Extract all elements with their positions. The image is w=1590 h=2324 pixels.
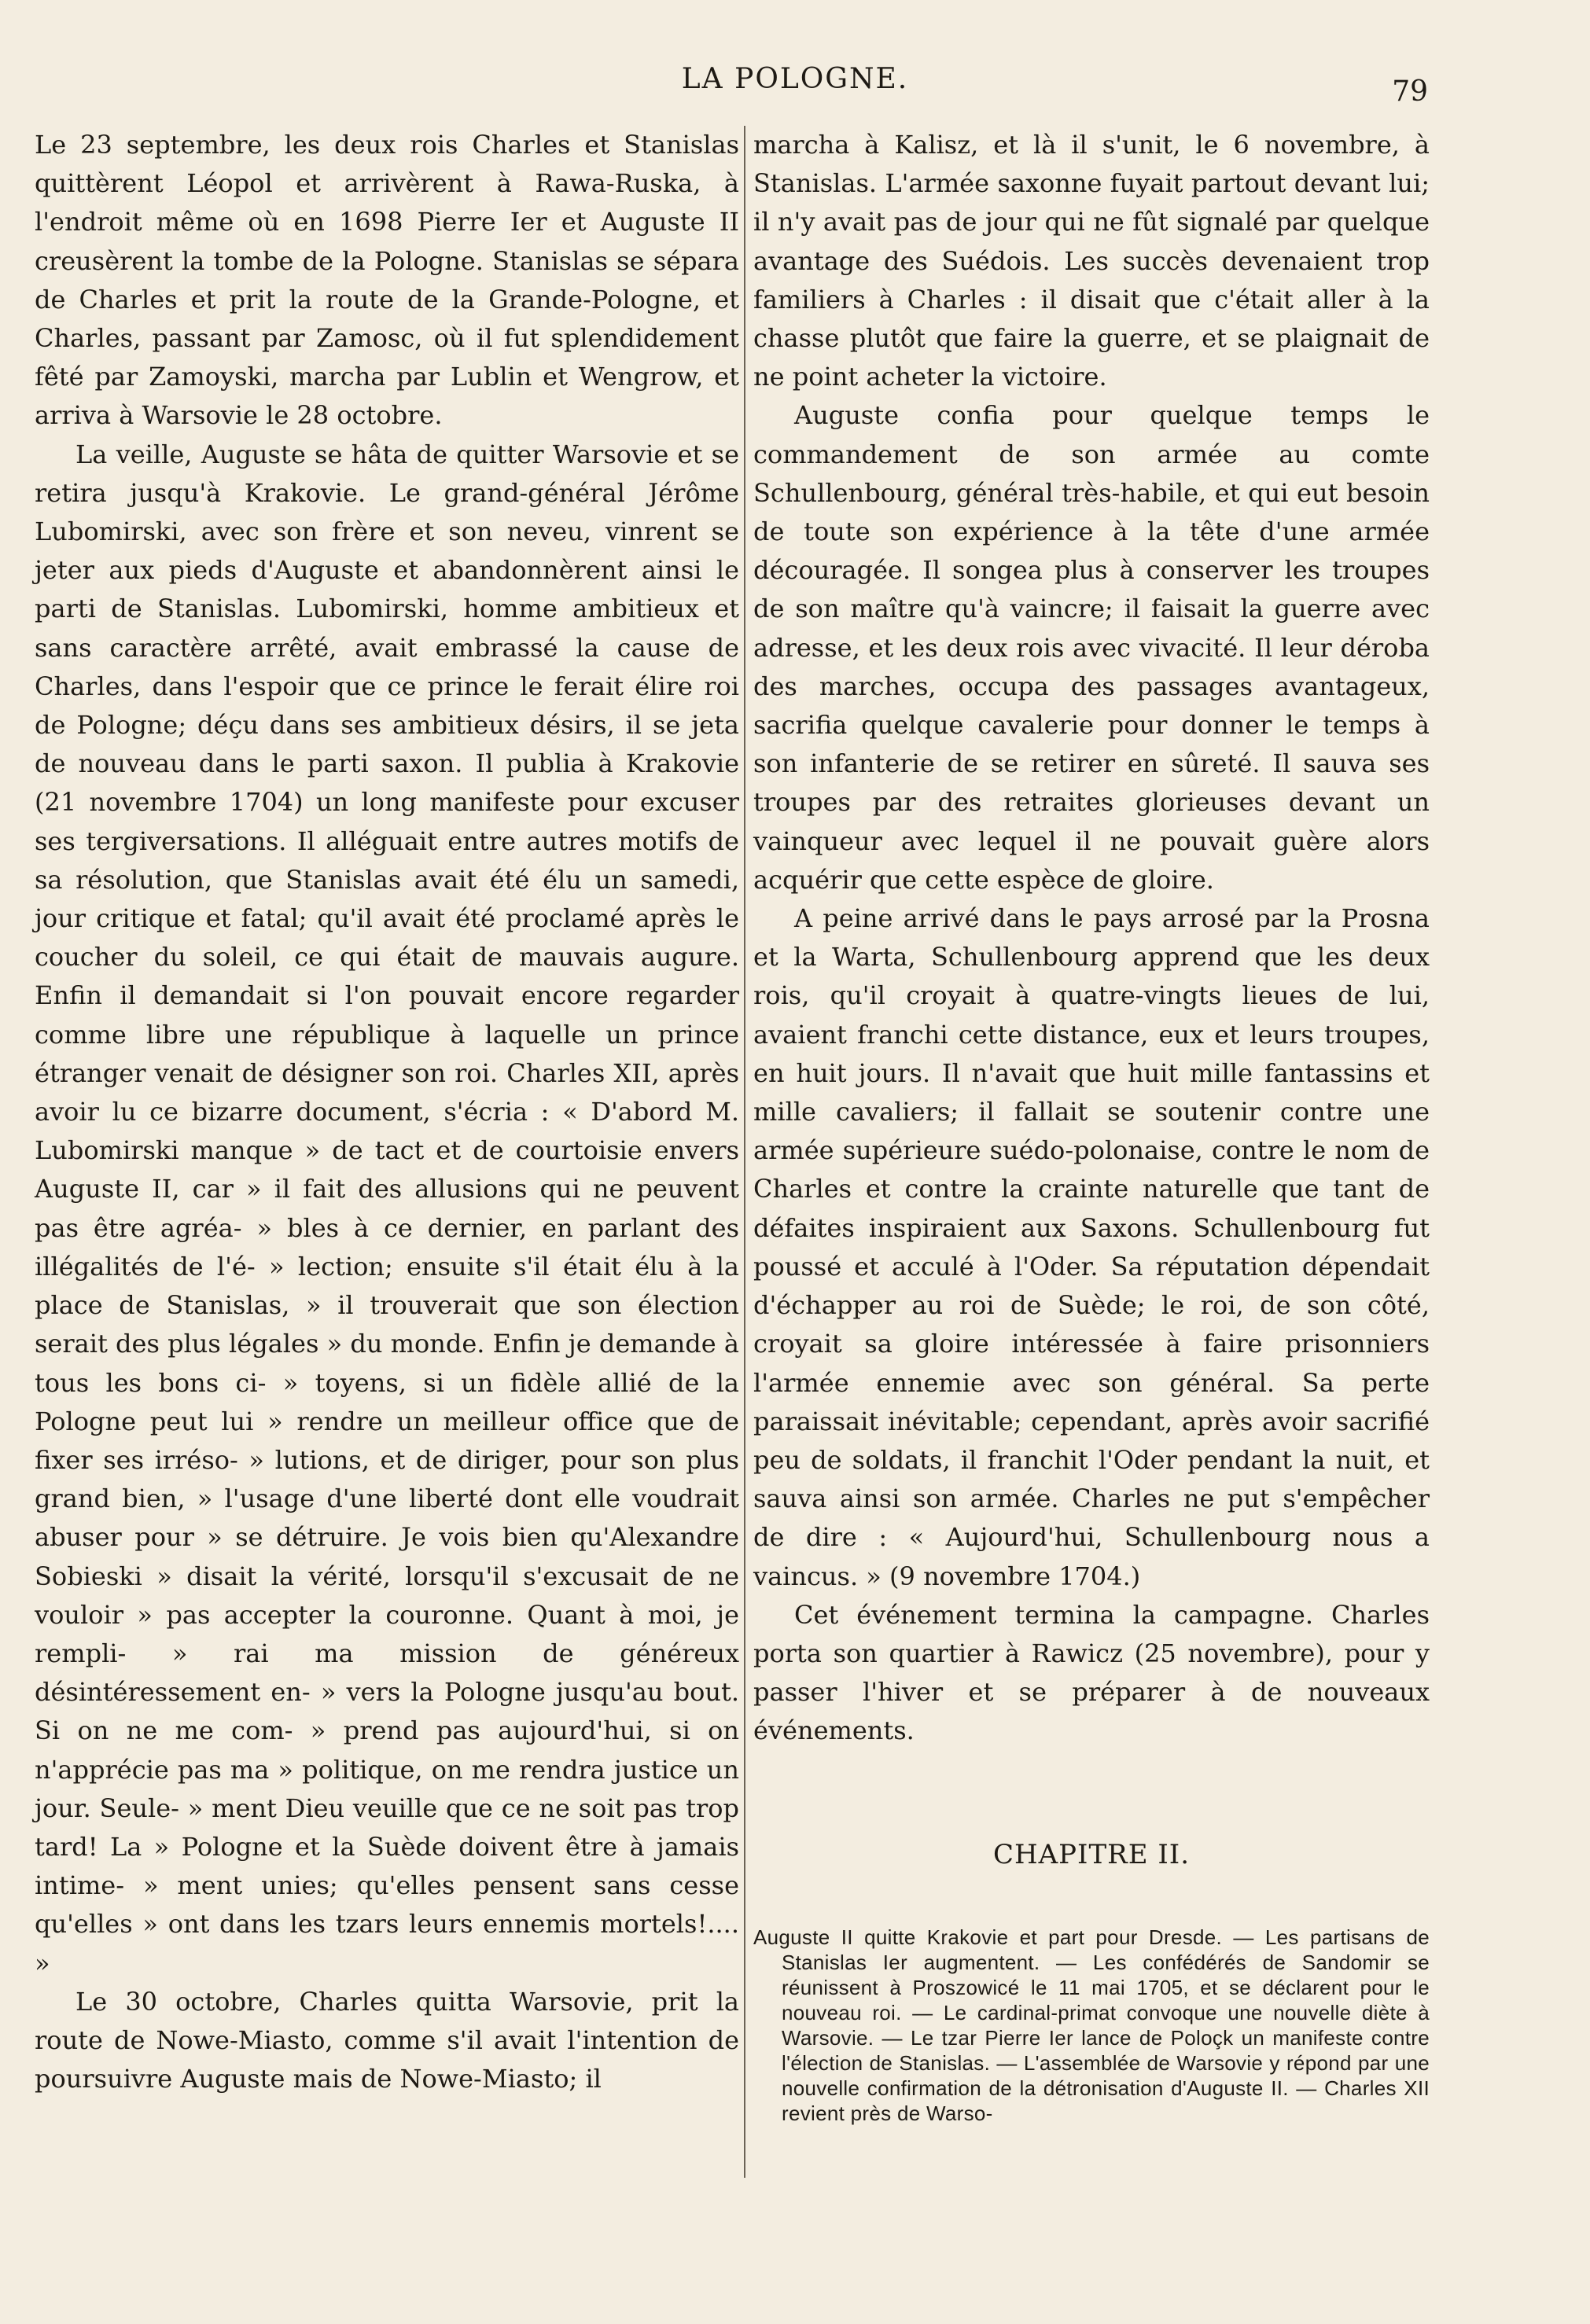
paragraph-right-1: marcha à Kalisz, et là il s'unit, le 6 novembre, à Stanislas. L'armée saxonne fuyait partout devant lui; il n'y avait pas de jour qui ne fût signalé par quelque avantage des Suédois. Les succès devenaient trop familiers à Charles : il disait que c'était aller à la chasse plutôt que faire la guerre, et se plaignait de ne point acheter la victoire. <box>753 130 1430 392</box>
paragraph-right-3: A peine arrivé dans le pays arrosé par la Prosna et la Warta, Schullenbourg apprend que les deux rois, qu'il croyait à quatre-vingts lieues de lui, avaient franchi cette distance, eux et leurs troupes, en huit jours. Il n'avait que huit mille fantassins et mille cavaliers; il fallait se soutenir contre une armée supérieure suédo-polonaise, contre le nom de Charles et contre la crainte naturelle que tant de défaites inspiraient aux Saxons. Schullenbourg fut poussé et acculé à l'Oder. Sa réputation dépendait d'échapper au roi de Suède; le roi, de son côté, croyait sa gloire intéressée à faire prisonniers l'armée ennemie avec son général. Sa perte paraissait inévitable; cependant, après avoir sacrifié peu de soldats, il franchit l'Oder pendant la nuit, et sauva ainsi son armée. Charles ne put s'empêcher de dire : « Aujourd'hui, Schullenbourg nous a vaincus. » (9 novembre 1704.) <box>753 903 1430 1591</box>
paragraph-left-1: Le 23 septembre, les deux rois Charles et Stanislas quittèrent Léopol et arrivèrent à Rawa-Ruska, à l'endroit même où en 1698 Pierre Ier et Auguste II creusèrent la tombe de la Pologne. Stanislas se sépara de Charles et prit la route de la Grande-Pologne, et Charles, passant par Zamosc, où il fut splendidement fêté par Zamoyski, marcha par Lublin et Wengrow, et arriva à Warsovie le 28 octobre. <box>35 130 739 431</box>
paragraph-left-3: Le 30 octobre, Charles quitta Warsovie, prit la route de Nowe-Miasto, comme s'il avait l'intention de poursuivre Auguste mais de Nowe-Miasto; il <box>35 1986 739 2094</box>
running-title: LA POLOGNE. <box>681 63 909 95</box>
chapter-summary: Auguste II quitte Krakovie et part pour Dresde. — Les partisans de Stanislas Ier augmentent. — Les confédérés de Sandomir se réunissent à Proszowicé le 11 mai 1705, et se déclarent pour le nouveau roi. — Le cardinal-primat convoque une nouvelle diète à Warsovie. — Le tzar Pierre Ier lance de Poloçk un manifeste contre l'élection de Stanislas. — L'assemblée de Warsovie y répond par une nouvelle confirmation de la détronisation d'Auguste II. — Charles XII revient près de Warso- <box>753 1925 1430 2125</box>
paragraph-left-2: La veille, Auguste se hâta de quitter Warsovie et se retira jusqu'à Krakovie. Le grand-général Jérôme Lubomirski, avec son frère et son neveu, vinrent se jeter aux pieds d'Auguste et abandonnèrent ainsi le parti de Stanislas. Lubomirski, homme ambitieux et sans caractère arrêté, avait embrassé la cause de Charles, dans l'espoir que ce prince le ferait élire roi de Pologne; déçu dans ses ambitieux désirs, il se jeta de nouveau dans le parti saxon. Il publia à Krakovie (21 novembre 1704) un long manifeste pour excuser ses tergiversations. Il alléguait entre autres motifs de sa résolution, que Stanislas avait été élu un samedi, jour critique et fatal; qu'il avait été proclamé après le coucher du soleil, ce qui était de mauvais augure. Enfin il demandait si l'on pouvait encore regarder comme libre une république à laquelle un prince étranger venait de désigner son roi. Charles XII, après avoir lu ce bizarre document, s'écria : « D'abord M. Lubomirski manque » de tact et de courtoisie envers Auguste II, car » il fait des allusions qui ne peuvent pas être agréa- » bles à ce dernier, en parlant des illégalités de l'é- » lection; ensuite s'il était élu à la place de Stanislas, » il trouverait que son élection serait des plus légales » du monde. Enfin je demande à tous les bons ci- » toyens, si un fidèle allié de la Pologne peut lui » rendre un meilleur office que de fixer ses irréso- » lutions, et de diriger, pour son plus grand bien, » l'usage d'une liberté dont elle voudrait abuser pour » se détruire. Je vois bien qu'Alexandre Sobieski » disait la vérité, lorsqu'il s'excusait de ne vouloir » pas accepter la couronne. Quant à moi, je rempli- » rai ma mission de généreux désintéressement en- » vers la Pologne jusqu'au bout. Si on ne me com- » prend pas aujourd'hui, si on n'apprécie pas ma » politique, on me rendra justice un jour. Seule- » ment Dieu veuille que ce ne soit pas trop tard! La » Pologne et la Suède doivent être à jamais intime- » ment unies; qu'elles pensent sans cesse qu'elles » ont dans les tzars leurs ennemis mortels!.... » <box>35 439 739 1978</box>
paragraph-right-4: Cet événement termina la campagne. Charles porta son quartier à Rawicz (25 novembre), pour y passer l'hiver et se préparer à de nouveaux événements. <box>753 1599 1430 1746</box>
page-number: 79 <box>1392 75 1428 108</box>
paragraph-right-2: Auguste confia pour quelque temps le commandement de son armée au comte Schullenbourg, général très-habile, et qui eut besoin de toute son expérience à la tête d'une armée découragée. Il songea plus à conserver les troupes de son maître qu'à vaincre; il faisait la guerre avec adresse, et les deux rois avec vivacité. Il leur déroba des marches, occupa des passages avantageux, sacrifia quelque cavalerie pour donner le temps à son infanterie de se retirer en sûreté. Il sauva ses troupes par des retraites glorieuses devant un vainqueur avec lequel il ne pouvait guère alors acquérir que cette espèce de gloire. <box>753 400 1430 895</box>
column-divider <box>744 126 745 2178</box>
left-column <box>35 126 739 2098</box>
right-column <box>753 126 1430 2126</box>
chapter-title: CHAPITRE II. <box>992 1838 1191 1870</box>
